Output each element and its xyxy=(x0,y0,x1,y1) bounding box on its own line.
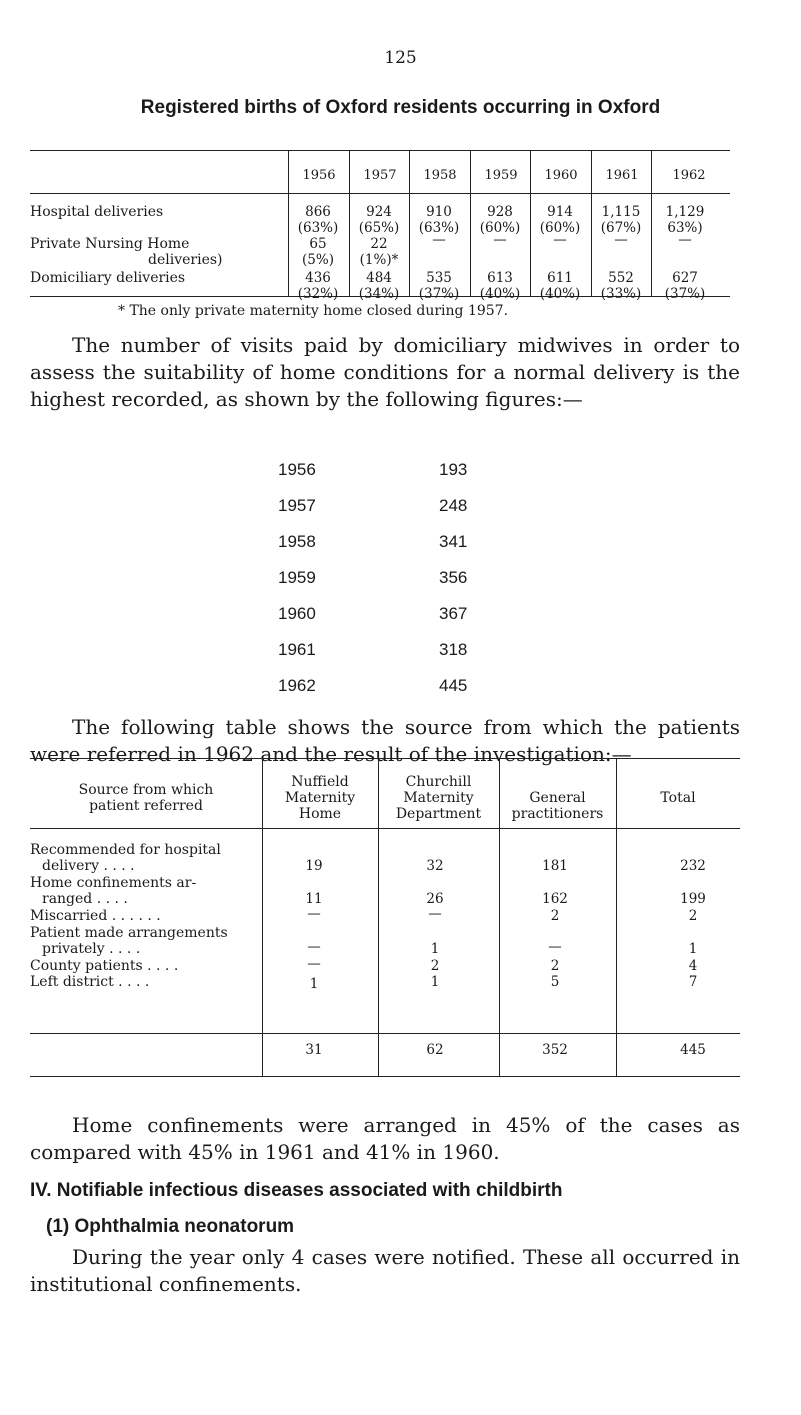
column-header-churchill: Churchill Maternity Department xyxy=(395,774,482,822)
table-cell: 914 (60%) xyxy=(539,204,581,236)
year-header: 1958 xyxy=(423,168,457,183)
table-cell: 924 (65%) xyxy=(358,204,400,236)
table-cell: — xyxy=(307,956,321,972)
table-cell: 26 xyxy=(426,891,444,907)
table-cell: 613 (40%) xyxy=(479,270,521,302)
table-cell: 22 (1%)* xyxy=(359,236,399,268)
total-cell: 31 xyxy=(305,1042,323,1058)
table-cell: 627 (37%) xyxy=(664,270,706,302)
list-item: 1957 248 xyxy=(278,496,468,515)
list-item: 1960 367 xyxy=(278,604,468,623)
table-footnote: * The only private maternity home closed during 1957. xyxy=(118,303,509,319)
table-cell: 4 xyxy=(688,958,698,974)
table-cell: 7 xyxy=(688,974,698,990)
table-cell: 866 (63%) xyxy=(297,204,339,236)
year-header: 1961 xyxy=(605,168,639,183)
column-header-nuffield: Nuffield Maternity Home xyxy=(284,774,356,822)
year-header: 1957 xyxy=(363,168,397,183)
table-cell: 928 (60%) xyxy=(479,204,521,236)
total-cell: 352 xyxy=(542,1042,568,1058)
table-rule-top xyxy=(30,150,730,151)
table-cell: 1 xyxy=(688,941,698,957)
table-cell: 2 xyxy=(550,958,560,974)
row-label: Recommended for hospital xyxy=(30,842,221,858)
table-cell: 2 xyxy=(430,958,440,974)
paragraph-home-confinements: Home confinements were arranged in 45% of the cases as compared with 45% in 1961 and 41% in 1960. xyxy=(30,1113,740,1164)
paragraph-visits: The number of visits paid by domiciliary midwives in order to assess the suitability of home conditions for a normal delivery is the highest recorded, as shown by the following figures:— xyxy=(30,333,740,411)
table-cell: — xyxy=(428,906,442,922)
table-cell: 611 (40%) xyxy=(539,270,581,302)
table-cell: — xyxy=(493,232,507,248)
list-item: 1958 341 xyxy=(278,532,468,551)
table-cell: — xyxy=(432,232,446,248)
table-cell: — xyxy=(307,939,321,955)
row-label: Home confinements ar- xyxy=(30,875,197,891)
table-cell: 1,115 (67%) xyxy=(600,204,642,236)
table-cell: 1 xyxy=(309,976,319,992)
total-cell: 445 xyxy=(680,1042,706,1058)
year-header: 1959 xyxy=(484,168,518,183)
row-label: privately . . . . xyxy=(42,941,141,957)
table-cell: 232 xyxy=(680,858,706,874)
list-item: 1959 356 xyxy=(278,568,468,587)
row-label: Hospital deliveries xyxy=(30,204,164,220)
table-cell: 65 (5%) xyxy=(302,236,334,268)
table-cell: 19 xyxy=(305,858,323,874)
row-label: Private Nursing Home xyxy=(30,236,190,252)
table-rule-header xyxy=(30,193,730,194)
list-item: 1961 318 xyxy=(278,640,468,659)
table-cell: 5 xyxy=(550,974,560,990)
table-cell: — xyxy=(548,939,562,955)
page-number: 125 xyxy=(384,48,417,68)
table-cell: 1 xyxy=(430,974,440,990)
row-label: County patients . . . . xyxy=(30,958,179,974)
table-cell: 32 xyxy=(426,858,444,874)
table-cell: — xyxy=(678,232,692,248)
section-heading: IV. Notifiable infectious diseases associated with childbirth xyxy=(30,1180,563,1201)
subsection-heading: (1) Ophthalmia neonatorum xyxy=(46,1216,295,1237)
paragraph-referral: The following table shows the source from which the patients were referred in 1962 and the result of the investigation:— xyxy=(30,715,740,766)
table-cell: — xyxy=(614,232,628,248)
table-cell: 11 xyxy=(305,891,323,907)
table-cell: — xyxy=(307,906,321,922)
row-label: ranged . . . . xyxy=(42,891,128,907)
visits-list xyxy=(278,460,518,712)
table-cell: — xyxy=(553,232,567,248)
table-cell: 2 xyxy=(688,908,698,924)
table-cell: 484 (34%) xyxy=(358,270,400,302)
row-label: delivery . . . . xyxy=(42,858,135,874)
table-rule-body xyxy=(30,1033,740,1034)
table-cell: 162 xyxy=(542,891,568,907)
table-rule-bottom xyxy=(30,1076,740,1077)
total-cell: 62 xyxy=(426,1042,444,1058)
column-header-gp: General practitioners xyxy=(511,790,604,822)
column-divider xyxy=(651,150,652,296)
year-header: 1962 xyxy=(672,168,706,183)
column-header-source: Source from which patient referred xyxy=(78,782,214,814)
paragraph-ophthalmia: During the year only 4 cases were notified. These all occurred in institutional confinements. xyxy=(30,1245,740,1296)
table-cell: 535 (37%) xyxy=(418,270,460,302)
row-label: Patient made arrangements xyxy=(30,925,228,941)
row-label: Miscarried . . . . . . xyxy=(30,908,161,924)
table-cell: 2 xyxy=(550,908,560,924)
table-cell: 1,129 63%) xyxy=(665,204,705,236)
row-label: deliveries) xyxy=(148,252,223,268)
table-cell: 910 (63%) xyxy=(418,204,460,236)
table-rule-top xyxy=(30,758,740,759)
table-cell: 1 xyxy=(430,941,440,957)
table-rule-header xyxy=(30,828,740,829)
table-cell: 199 xyxy=(680,891,706,907)
page-title: Registered births of Oxford residents occurring in Oxford xyxy=(140,97,661,118)
list-item: 1956 193 xyxy=(278,460,468,479)
table-cell: 181 xyxy=(542,858,568,874)
column-header-total: Total xyxy=(660,790,696,806)
table-cell: 552 (33%) xyxy=(600,270,642,302)
table-cell: 436 (32%) xyxy=(297,270,339,302)
list-item: 1962 445 xyxy=(278,676,468,695)
row-label: Domiciliary deliveries xyxy=(30,270,186,286)
year-header: 1956 xyxy=(302,168,336,183)
row-label: Left district . . . . xyxy=(30,974,150,990)
year-header: 1960 xyxy=(544,168,578,183)
